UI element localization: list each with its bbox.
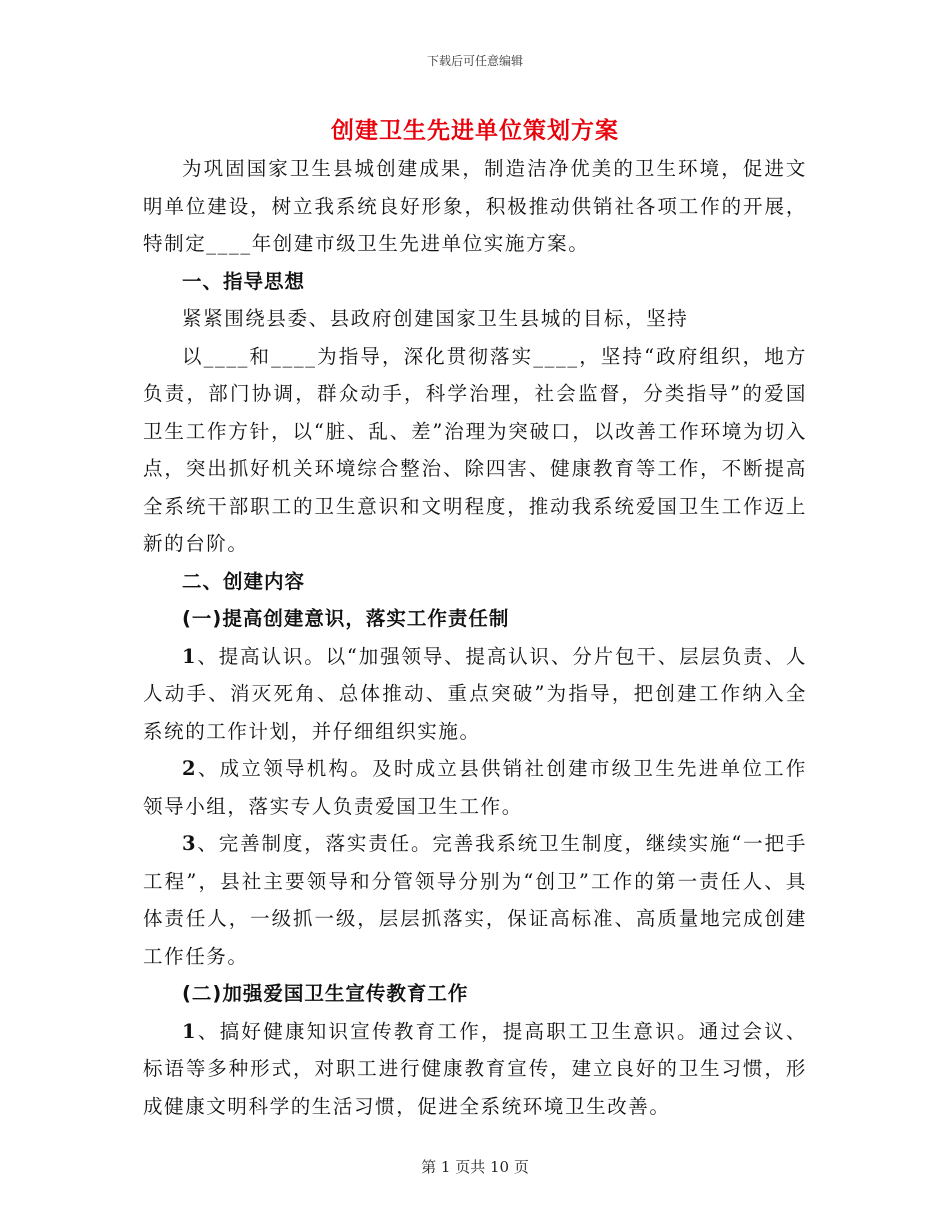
section-heading-guiding-thought: 一、指导思想 (182, 269, 306, 293)
page-header: 下载后可任意编辑 (426, 54, 523, 68)
document-title: 创建卫生先进单位策划方案 (331, 117, 619, 144)
item-text: 、成立领导机构。及时成立县供销社创建市级卫生先进单位工作领导小组，落实专人负责爱国卫生工作。 (143, 757, 807, 818)
document-body (143, 150, 807, 1125)
intro-paragraph: 为巩固国家卫生县城创建成果，制造洁净优美的卫生环境，促进文明单位建设，树立我系统良好形象，积极推动供销社各项工作的开展，特制定____年创建市级卫生先进单位实施方案。 (143, 157, 807, 255)
section1-first-line: 紧紧围绕县委、县政府创建国家卫生县城的目标，坚持 (182, 307, 689, 330)
item-text: 、搞好健康知识宣传教育工作，提高职工卫生意识。通过会议、标语等多种形式，对职工进行健康教育宣传，建立良好的卫生习惯，形成健康文明科学的生活习惯，促进全系统环境卫生改善。 (143, 1019, 807, 1118)
item-text: 、提高认识。以“加强领导、提高认识、分片包干、层层负责、人人动手、消灭死角、总体推动、重点突破”为指导，把创建工作纳入全系统的工作计划，并仔细组织实施。 (143, 644, 807, 743)
page-footer: 第 1 页共 10 页 (421, 1158, 529, 1176)
section1-paragraph: 以____和____为指导，深化贯彻落实____，坚持“政府组织，地方负责，部门协调，群众动手，科学治理，社会监督，分类指导”的爱国卫生工作方针，以“脏、乱、差”治理为突破口，以改善工作环境为切入点，突出抓好机关环境综合整治、除四害、健康教育等工作，不断提高全系统干部职工的卫生意识和文明程度，推动我系统爱国卫生工作迈上新的台阶。 (143, 344, 807, 555)
item-number: 2 (182, 757, 198, 780)
item-number: 3 (182, 832, 198, 855)
item-paragraph (143, 638, 807, 751)
section-heading-content: 二、创建内容 (182, 569, 306, 593)
sub-heading-awareness: (一)提高创建意识，落实工作责任制 (182, 607, 510, 630)
sub-heading-publicity: (二)加强爱国卫生宣传教育工作 (182, 982, 469, 1005)
item-number: 1 (182, 1019, 198, 1043)
item-paragraph (143, 1013, 807, 1126)
item-text: 、完善制度，落实责任。完善我系统卫生制度，继续实施“一把手工程”，县社主要领导和分管领导分别为“创卫”工作的第一责任人、具体责任人，一级抓一级，层层抓落实，保证高标准、高质量地完成创建工作任务。 (143, 832, 807, 968)
item-paragraph (143, 825, 807, 975)
item-number: 1 (182, 644, 198, 668)
item-paragraph (143, 750, 807, 825)
